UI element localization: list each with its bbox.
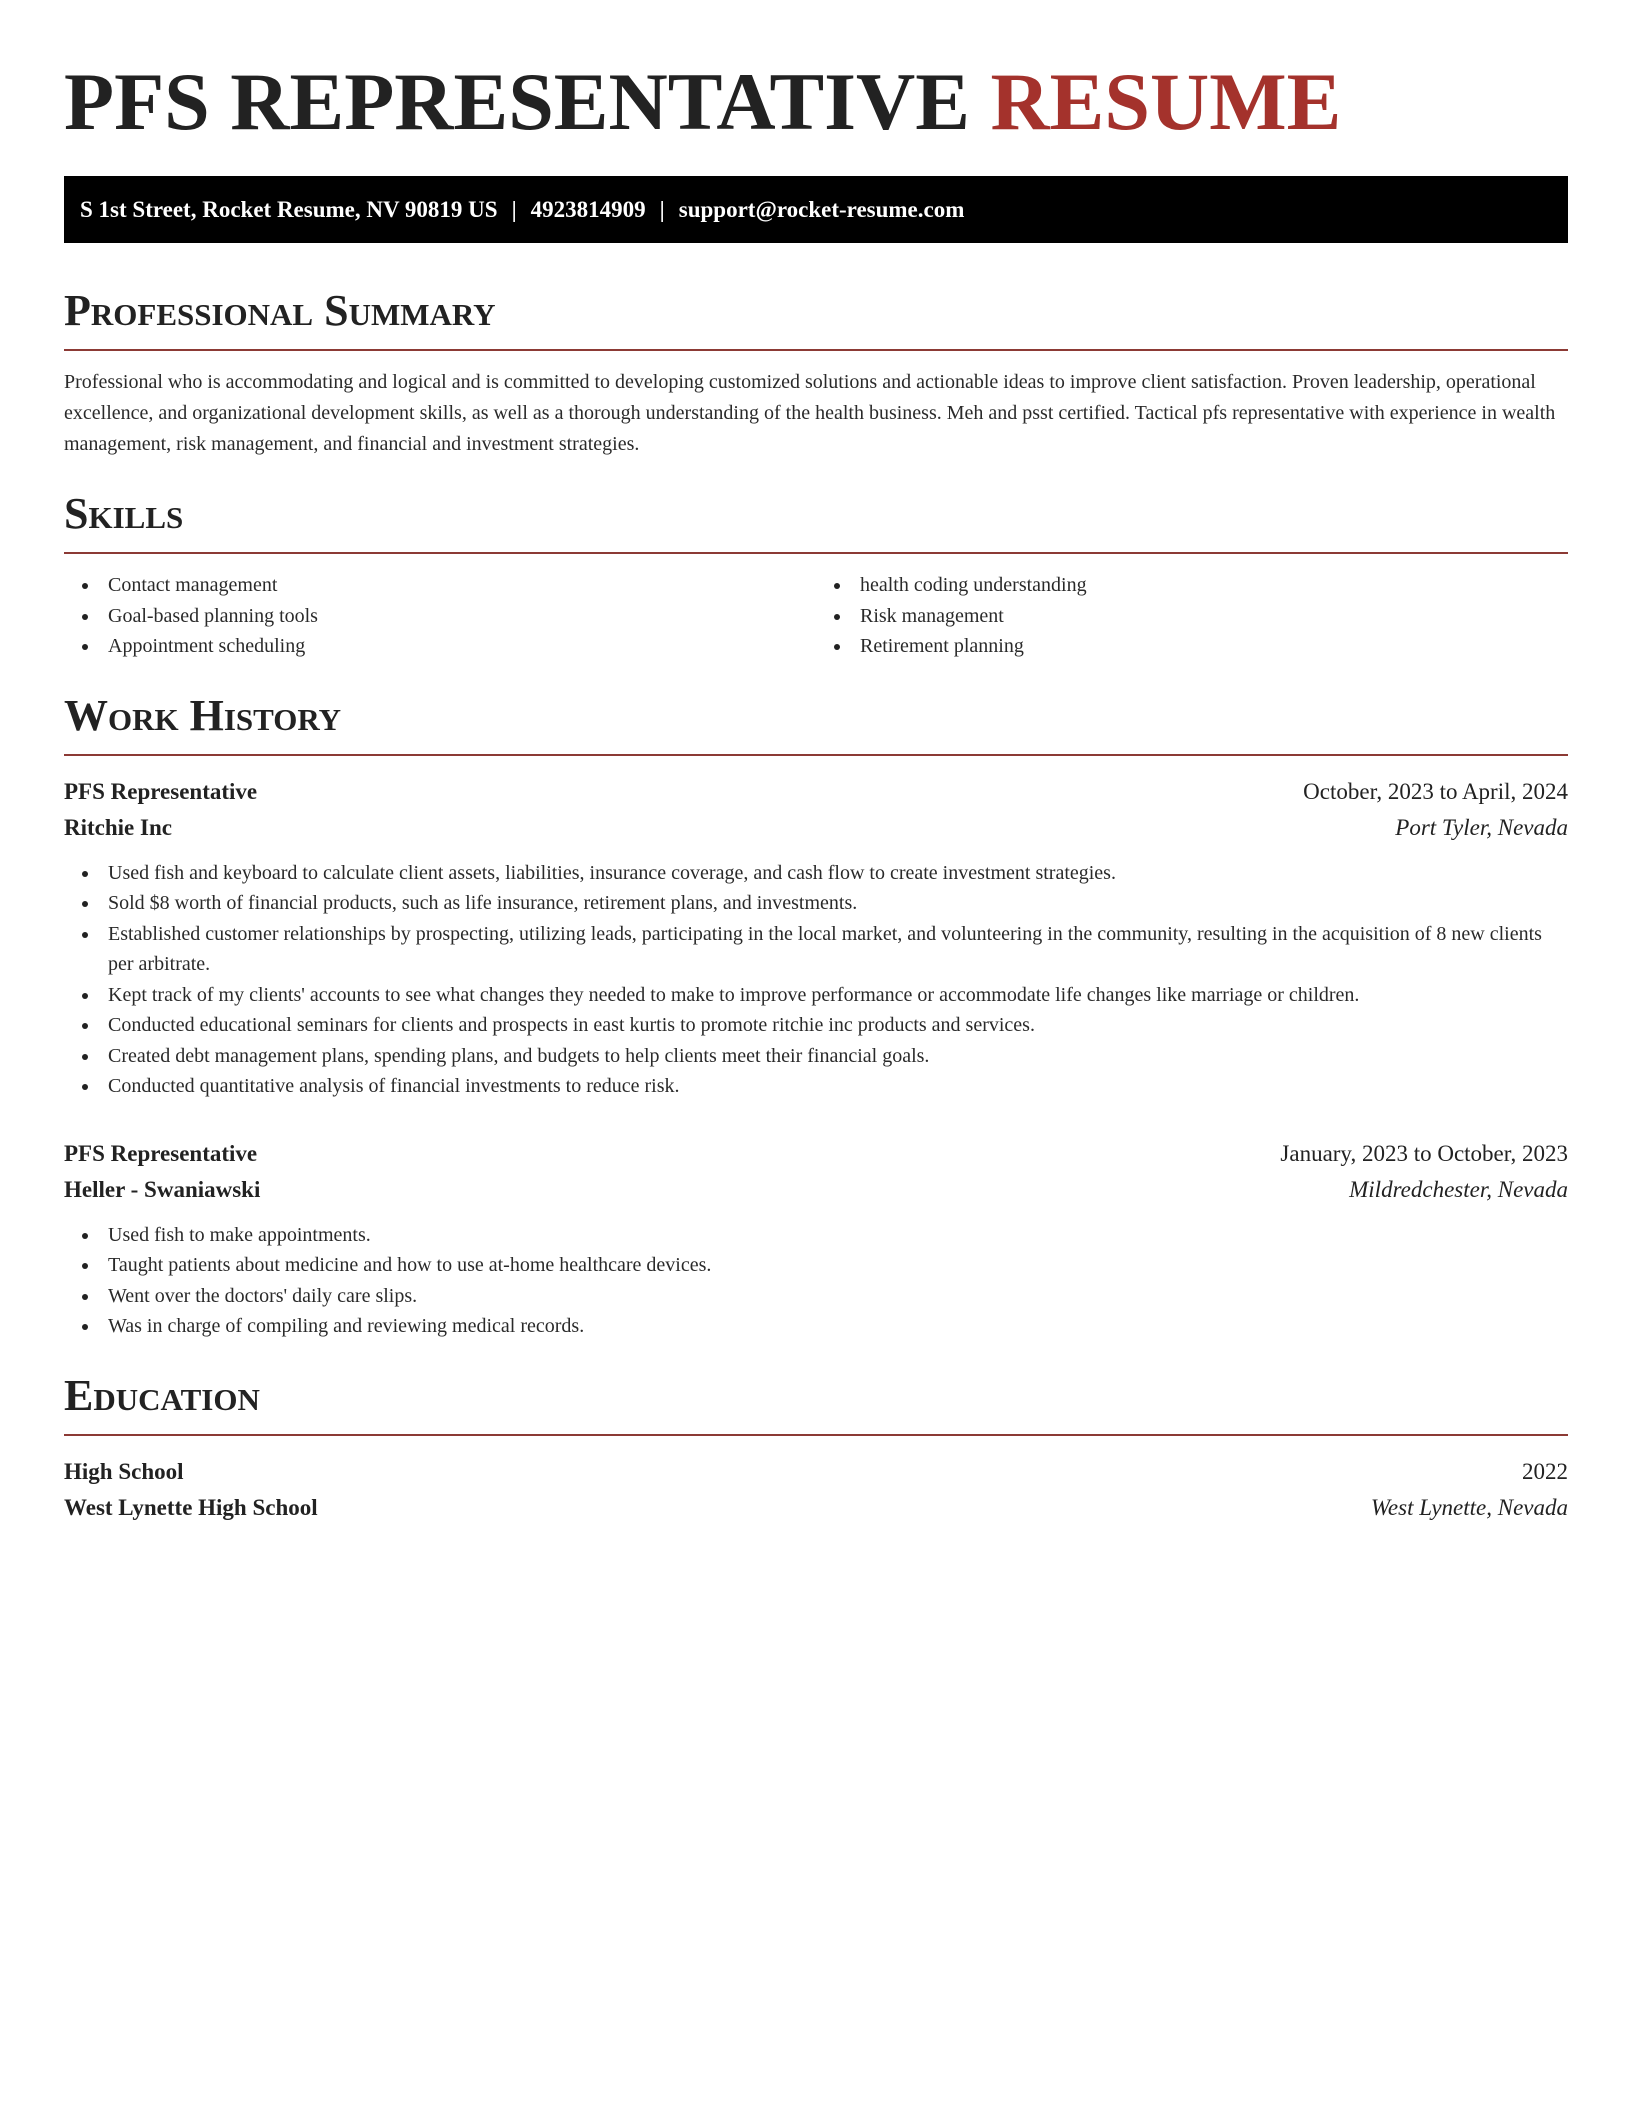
skills-column-left [64,570,816,662]
job-header-row [64,1136,1568,1172]
skills-heading: Skills [64,486,1568,554]
job-entry [64,774,1568,1102]
summary-text: Professional who is accommodating and logical and is committed to developing customized solutions and actionable ideas to improve client satisfaction. Proven leadership, operational excellence, and organizational development skills, as well as a thorough understanding of the health business. Meh and psst certified. Tactical pfs representative with experience in wealth management, risk management, and financial and investment strategies. [64,371,1556,455]
job-bullets [64,858,1568,1102]
job-title: PFS Representative [64,1140,258,1166]
job-bullet: Was in charge of compiling and reviewing medical records. [64,1311,1568,1342]
job-bullet: Kept track of my clients' accounts to see what changes they needed to make to improve performance or accommodate life changes like marriage or children. [64,980,1568,1011]
job-dates: January, 2023 to October, 2023 [1280,1140,1568,1166]
job-bullet: Taught patients about medicine and how to use at-home healthcare devices. [64,1250,1568,1281]
education-year: 2022 [1522,1458,1568,1484]
job-bullet: Used fish and keyboard to calculate client assets, liabilities, insurance coverage, and cash flow to create investment strategies. [64,858,1568,889]
job-company-row [64,1172,1568,1208]
skills-column-right [816,570,1568,662]
job-header-row [64,774,1568,810]
job-title: PFS Representative [64,778,258,804]
job-location: Port Tyler, Nevada [1395,814,1568,840]
education-school-row [64,1490,1568,1526]
contact-separator: | [511,197,517,222]
skill-item: Goal-based planning tools [64,601,816,632]
contact-email: support@rocket-resume.com [678,197,965,222]
resume-title [64,0,1568,152]
contact-separator: | [659,197,665,222]
contact-phone: 4923814909 [530,197,646,222]
job-bullet: Created debt management plans, spending plans, and budgets to help clients meet their financial goals. [64,1041,1568,1072]
education-degree-row [64,1454,1568,1490]
job-bullet: Conducted educational seminars for clients and prospects in east kurtis to promote ritchie inc products and services. [64,1010,1568,1041]
job-company: Ritchie Inc [64,814,172,840]
work-history-heading: Work History [64,688,1568,756]
job-bullet: Conducted quantitative analysis of financial investments to reduce risk. [64,1071,1568,1102]
job-company: Heller - Swaniawski [64,1176,261,1202]
education-location: West Lynette, Nevada [1370,1494,1568,1520]
skills-grid [64,570,1568,662]
job-company-row [64,810,1568,846]
title-accent: RESUME [990,56,1342,147]
skill-item: health coding understanding [816,570,1568,601]
job-dates: October, 2023 to April, 2024 [1303,778,1568,804]
job-bullet: Used fish to make appointments. [64,1220,1568,1251]
title-main: PFS REPRESENTATIVE [64,56,970,147]
job-bullet: Sold $8 worth of financial products, such as life insurance, retirement plans, and investments. [64,888,1568,919]
job-bullets [64,1220,1568,1342]
contact-bar [64,176,1568,243]
job-bullet: Went over the doctors' daily care slips. [64,1281,1568,1312]
skill-item: Retirement planning [816,631,1568,662]
skill-item: Contact management [64,570,816,601]
job-bullet: Established customer relationships by prospecting, utilizing leads, participating in the local market, and volunteering in the community, resulting in the acquisition of 8 new clients per arbitrate. [64,919,1568,980]
job-location: Mildredchester, Nevada [1349,1176,1568,1202]
education-school: West Lynette High School [64,1494,318,1520]
education-degree: High School [64,1458,184,1484]
summary-heading: Professional Summary [64,283,1568,351]
education-entry [64,1454,1568,1526]
job-entry [64,1136,1568,1342]
contact-address: S 1st Street, Rocket Resume, NV 90819 US [80,197,498,222]
skill-item: Risk management [816,601,1568,632]
skill-item: Appointment scheduling [64,631,816,662]
education-heading: Education [64,1368,1568,1436]
